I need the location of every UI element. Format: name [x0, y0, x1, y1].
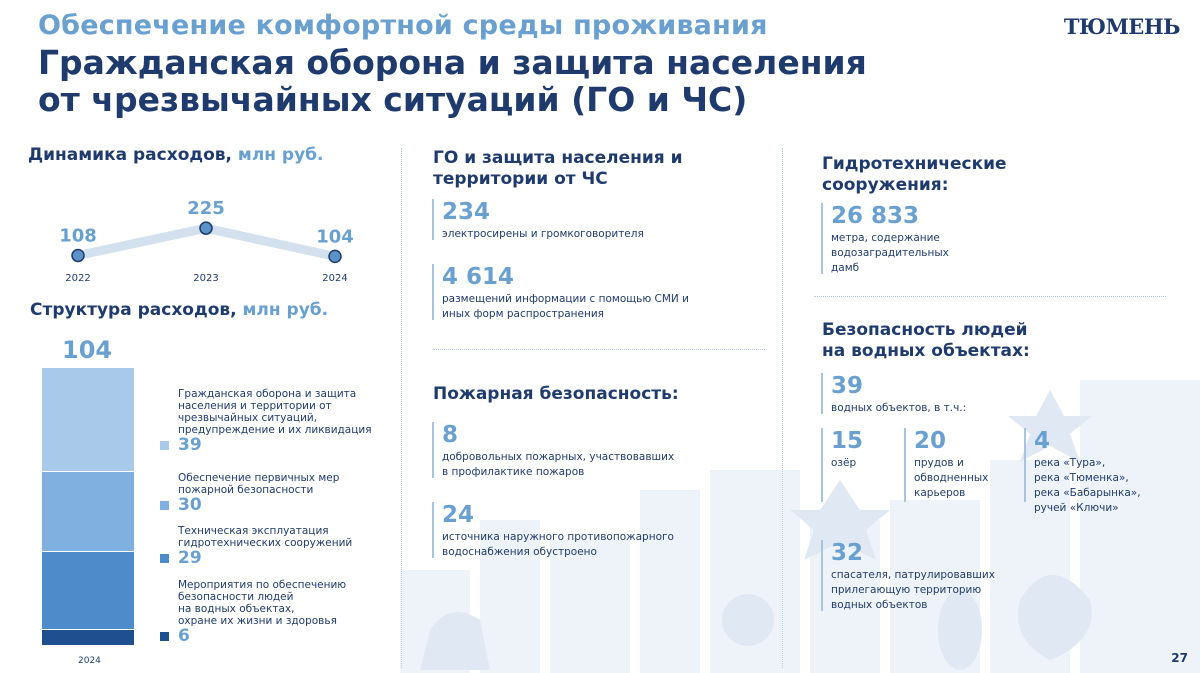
stat-label-line: река «Бабарынка», [1034, 487, 1141, 499]
stat-value: 26 833 [831, 203, 920, 229]
legend-color-swatch [160, 441, 169, 450]
stat-label-line: река «Тура», [1034, 457, 1106, 469]
legend-value [160, 436, 372, 454]
stat-label-line: добровольных пожарных, участвовавших [442, 451, 675, 463]
stat-label-line: прудов и [914, 457, 964, 469]
stat-label-line: спасателя, патрулировавших [831, 569, 995, 581]
stat-label-line: дамб [831, 262, 860, 274]
stat-label: электросирены и громкоговорителя [442, 228, 644, 240]
dynamics-year-label: 2023 [193, 273, 219, 284]
divider-vertical-1 [401, 148, 402, 668]
stat-label-line: размещений информации с помощью СМИ и [442, 293, 689, 305]
structure-bar-segment [42, 368, 134, 472]
structure-total: 104 [62, 336, 113, 364]
stat-value: 39 [831, 373, 864, 399]
page-title-line-1: Гражданская оборона и защита населения [38, 43, 867, 82]
hydro-title-line-1: Гидротехнические [822, 154, 1007, 174]
legend-value [160, 496, 339, 514]
stat-label-line: метра, содержание [831, 232, 940, 244]
legend-label-line: безопасности людей [178, 591, 294, 603]
water-stat-rescuers [821, 540, 995, 611]
stat-label-line: обводненных [914, 472, 989, 484]
legend-label-line: Обеспечение первичных мер [178, 472, 340, 484]
structure-bar-segment [42, 552, 134, 630]
go-cs-title [433, 148, 683, 190]
legend-color-swatch [160, 554, 169, 563]
dynamics-value-label: 225 [187, 198, 225, 220]
stat-value: 32 [831, 540, 864, 566]
legend-label-line: пожарной безопасности [178, 484, 314, 496]
fire-title: Пожарная безопасность: [433, 384, 679, 404]
stat-value: 234 [442, 199, 491, 225]
legend-value-text: 29 [178, 548, 202, 568]
dynamics-point [200, 222, 212, 234]
structure-unit: млн руб. [242, 300, 329, 320]
water-title-line-2: на водных объектах: [822, 341, 1030, 361]
legend-value-text: 30 [178, 495, 202, 515]
legend-label-line: Мероприятия по обеспечению [178, 579, 347, 591]
legend-label-line: на водных объектах, [178, 603, 295, 615]
hydro-title-line-2: сооружения: [822, 175, 949, 195]
go-cs-title-line-1: ГО и защита населения и [433, 148, 683, 168]
structure-stacked-bar [42, 368, 134, 646]
structure-bar-segment [42, 472, 134, 552]
fire-stat-water-sources [432, 502, 674, 558]
dynamics-unit: млн руб. [237, 145, 324, 165]
stat-value: 4 [1034, 428, 1051, 454]
stat-label-line: река «Тюменка», [1034, 472, 1129, 484]
stat-label-line: карьеров [914, 487, 966, 499]
fire-stat-volunteers [432, 422, 674, 478]
legend-value-text: 39 [178, 435, 202, 455]
legend-value [160, 549, 352, 567]
structure-bar-segment [42, 630, 134, 646]
dynamics-year-label: 2024 [322, 273, 348, 284]
stat-label-line: водоснабжения обустроено [442, 546, 597, 558]
stat-label-line: водозаградительных [831, 247, 949, 259]
page-title [38, 44, 867, 118]
page-number: 27 [1171, 651, 1188, 665]
stat-value: 4 614 [442, 264, 515, 290]
hydro-title [822, 154, 1007, 196]
stat-value: 24 [442, 502, 475, 528]
legend-label-line: охране их жизни и здоровья [178, 615, 337, 627]
dynamics-point [72, 249, 84, 261]
legend-label-line: Гражданская оборона и защита [178, 388, 357, 400]
dynamics-value-label: 104 [316, 226, 354, 248]
dynamics-point [329, 250, 341, 262]
structure-legend-item [160, 388, 372, 454]
dynamics-line-chart [30, 190, 390, 290]
dynamics-title-text: Динамика расходов, [28, 145, 232, 165]
legend-value [160, 627, 346, 645]
stat-value: 8 [442, 422, 459, 448]
structure-title-text: Структура расходов, [30, 300, 237, 320]
structure-legend-item [160, 579, 346, 645]
stat-label-line: водных объектов [831, 599, 928, 611]
structure-legend-item [160, 525, 352, 567]
divider-vertical-2 [782, 148, 783, 668]
legend-color-swatch [160, 501, 169, 510]
structure-title [30, 300, 328, 321]
city-logo: ТЮМЕНЬ [1063, 14, 1180, 39]
dynamics-title [28, 145, 324, 166]
legend-value-text: 6 [178, 626, 190, 646]
water-stat-rivers [1024, 428, 1141, 514]
go-cs-title-line-2: территории от ЧС [433, 169, 608, 189]
hydro-stat-dams [821, 203, 949, 274]
page-title-line-2: от чрезвычайных ситуаций (ГО и ЧС) [38, 80, 748, 119]
stat-label-line: в профилактике пожаров [442, 466, 585, 478]
structure-legend-item [160, 472, 339, 514]
structure-year-label: 2024 [78, 656, 101, 666]
stat-value: 20 [914, 428, 947, 454]
divider-horizontal-middle [433, 349, 765, 350]
stat-label-line: иных форм распространения [442, 308, 605, 320]
stat-label-line: ручей «Ключи» [1034, 502, 1119, 514]
water-stat-lakes [821, 428, 863, 502]
go-cs-stat-media [432, 264, 689, 320]
legend-label-line: чрезвычайных ситуаций, [178, 412, 318, 424]
stat-label: водных объектов, в т.ч.: [831, 402, 967, 414]
water-stat-total [821, 373, 966, 414]
section-subtitle: Обеспечение комфортной среды проживания [38, 10, 768, 41]
stat-label-line: источника наружного противопожарного [442, 531, 674, 543]
divider-horizontal-right [814, 296, 1166, 297]
water-title [822, 320, 1030, 362]
dynamics-year-label: 2022 [65, 273, 91, 284]
go-cs-stat-sirens [432, 199, 644, 240]
legend-label-line: Техническая эксплуатация [178, 525, 329, 537]
legend-label-line: предупреждение и их ликвидация [178, 424, 372, 436]
legend-label-line: гидротехнических сооружений [178, 537, 353, 549]
legend-color-swatch [160, 632, 169, 641]
water-stat-ponds [904, 428, 988, 502]
stat-value: 15 [831, 428, 864, 454]
stat-label-line: озёр [831, 457, 857, 469]
dynamics-value-label: 108 [59, 225, 97, 247]
legend-label-line: населения и территории от [178, 400, 332, 412]
water-title-line-1: Безопасность людей [822, 320, 1028, 340]
stat-label-line: прилегающую территорию [831, 584, 982, 596]
